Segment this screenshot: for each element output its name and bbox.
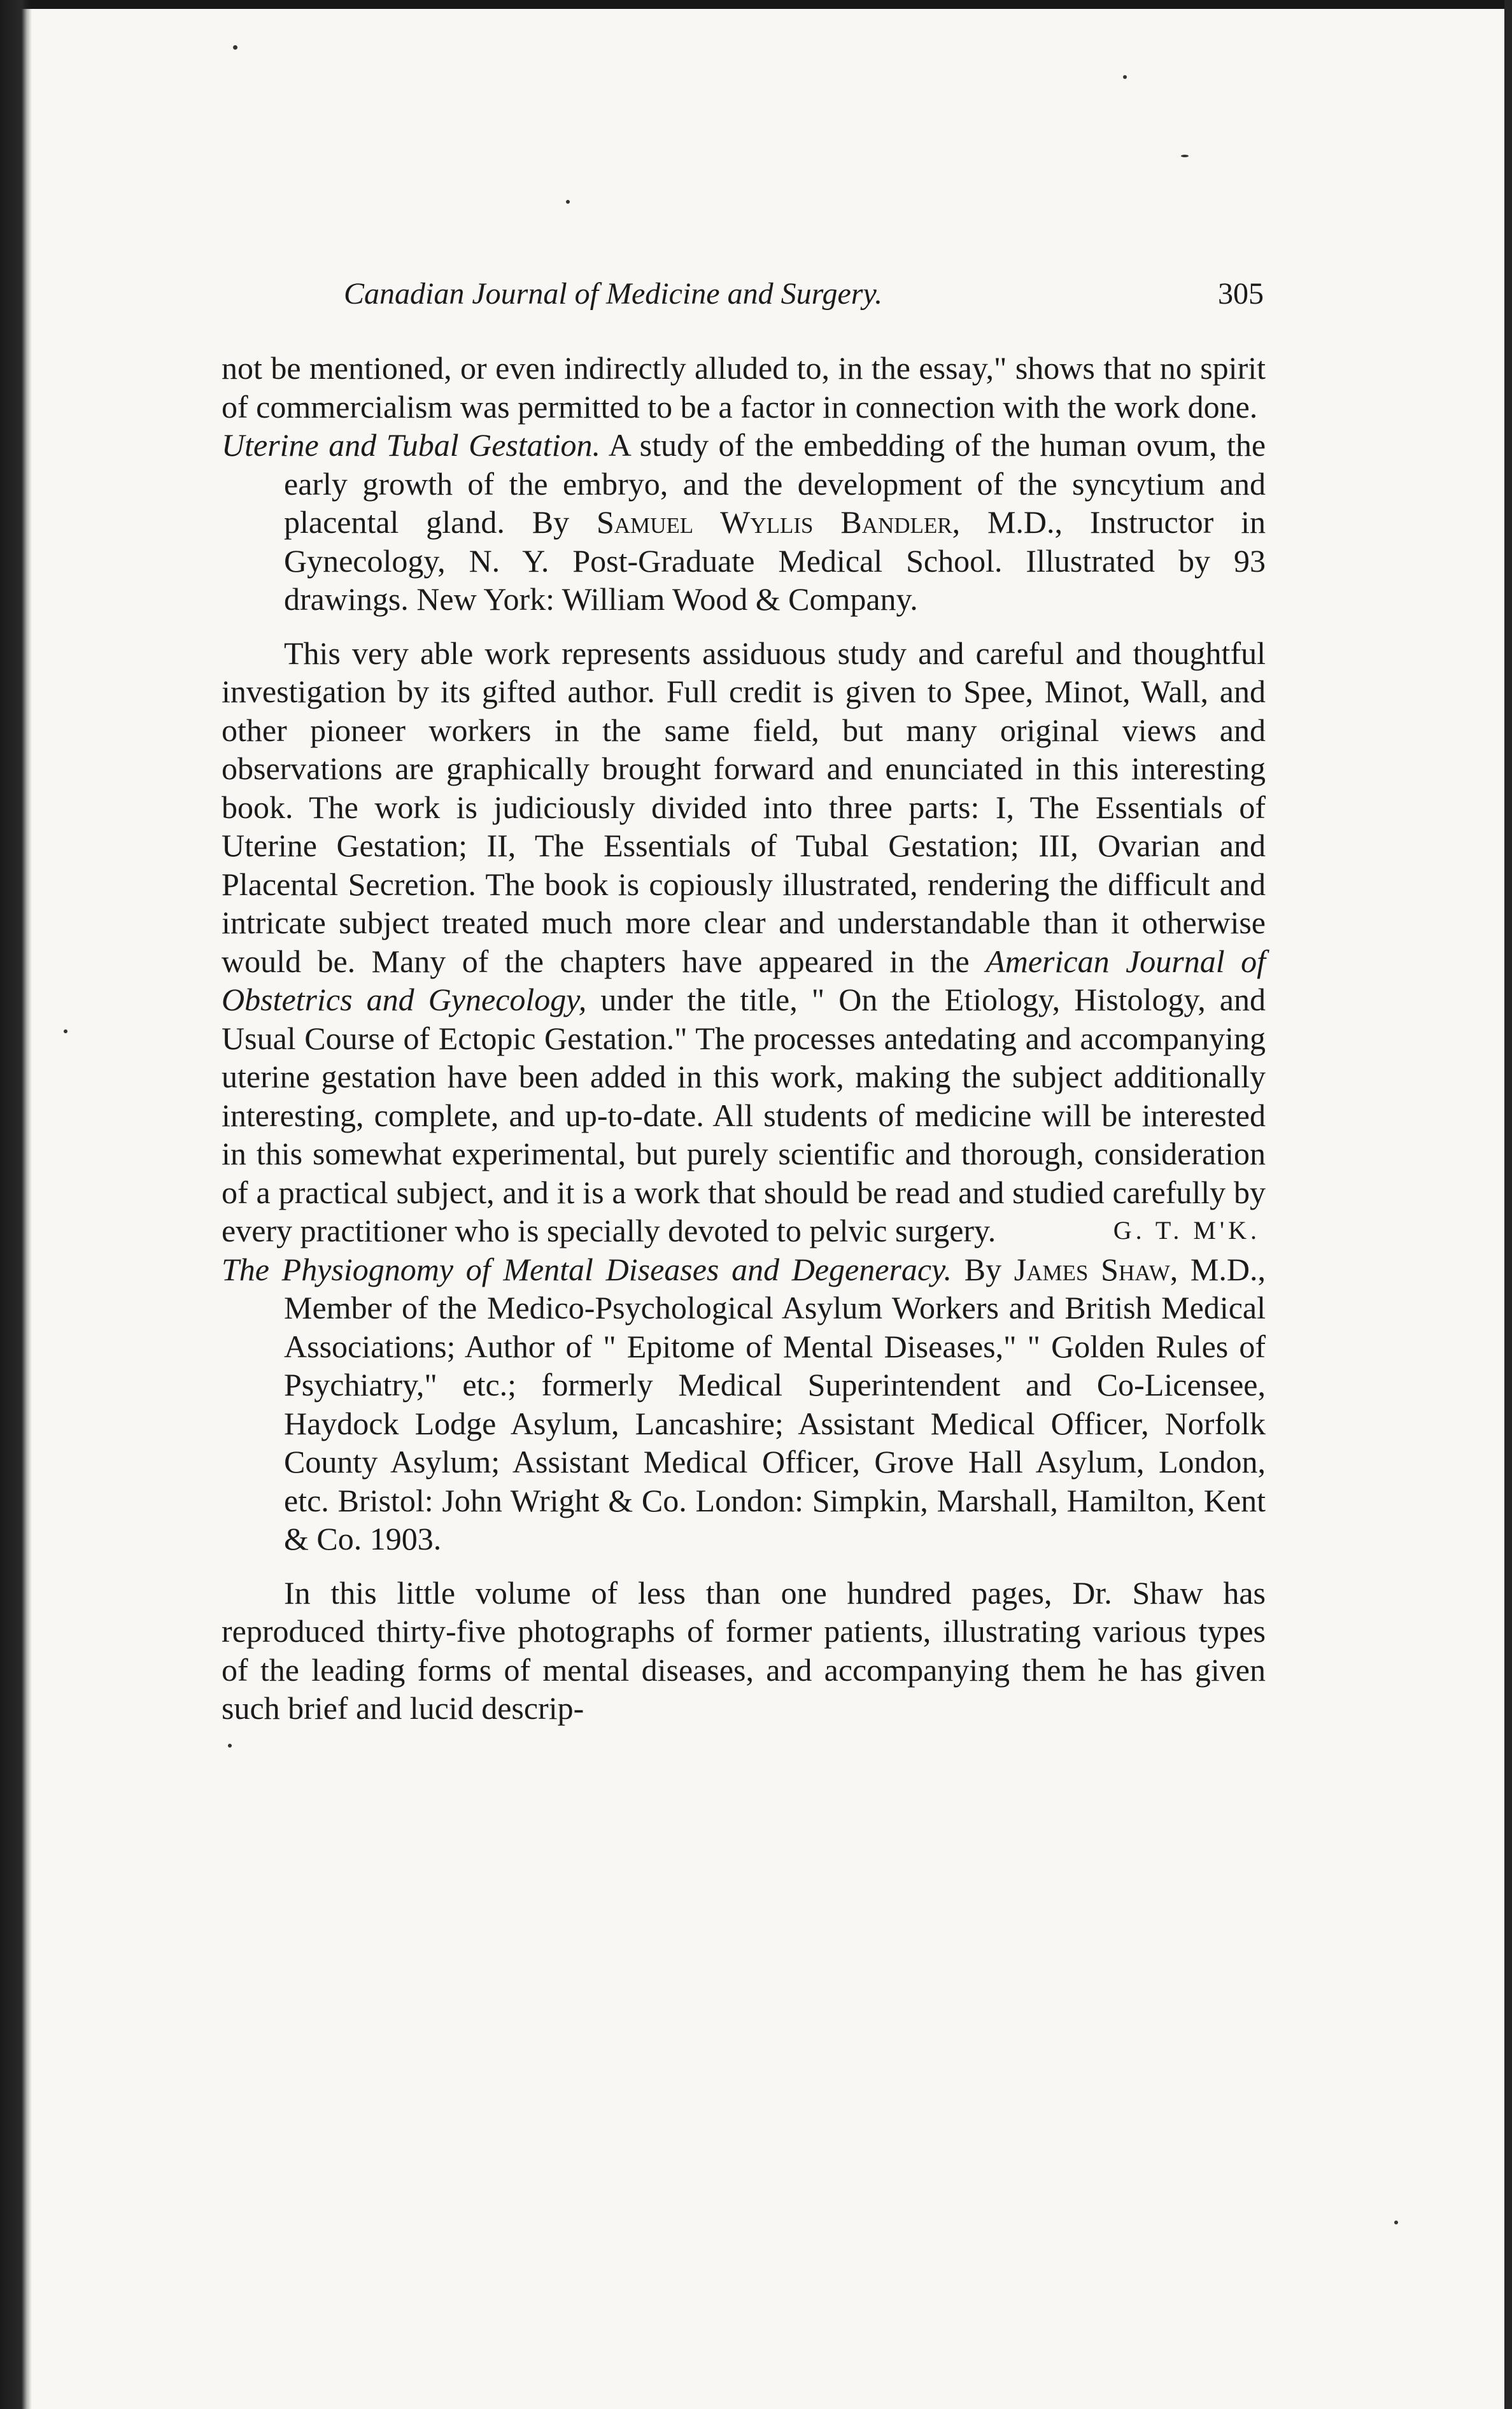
review-2-author: James Shaw bbox=[1014, 1251, 1170, 1287]
review-1-body bbox=[222, 634, 1266, 1250]
scan-speck bbox=[1181, 155, 1189, 157]
page-binding-edge bbox=[0, 0, 32, 2409]
review-2-heading bbox=[222, 1250, 1266, 1558]
scan-speck bbox=[1394, 2221, 1398, 2224]
running-header bbox=[344, 275, 1264, 313]
review-1-body-part2: under the title, " On the Etiology, Histology, and Usual Course of Ectopic Gestation." The processes antedating and accompanying uterine gestation have been added in this work, making the subject additionally interesting, complete, and up-to-date. All students of medicine will be interested in this somewhat experimental, but purely scientific and thorough, consideration of a practical subject, and it is a work that should be read and studied carefully by every practitioner who is specially devoted to pelvic surgery. bbox=[222, 982, 1266, 1248]
review-1-journal-name: American Journal of Obstetrics and Gynecology, bbox=[222, 943, 1266, 1017]
review-1-body-part1: This very able work represents assiduous study and careful and thoughtful investigation by its gifted author. Full credit is given to Spee, Minot, Wall, and other pioneer workers in the same field, but many original views and observations are graphically brought forward and enunciated in this interesting book. The work is judiciously divided into three parts: I, The Essentials of Uterine Gestation; II, The Essentials of Tubal Gestation; III, Ovarian and Placental Secretion. The book is copiously illustrated, rendering the difficult and intricate subject treated much more clear and understandable than it otherwise would be. Many of the chapters have appeared in the bbox=[222, 635, 1266, 979]
review-1-author: Samuel Wyllis Bandler bbox=[596, 504, 952, 540]
review-1-subtitle: A study of the embedding of the human ovum, the early growth of the embryo, and the development of the syncytium and placental gland. By bbox=[284, 427, 1266, 540]
page-top-edge bbox=[0, 0, 1512, 9]
page-body bbox=[222, 349, 1266, 1728]
review-2-title: The Physiognomy of Mental Diseases and Degeneracy. bbox=[222, 1251, 952, 1287]
scan-speck bbox=[566, 200, 570, 204]
review-2-by: By bbox=[952, 1251, 1014, 1287]
review-1-credentials: , M.D., Instructor in Gynecology, N. Y. Post-Graduate Medical School. Illustrated by 93 drawings. New York: William Wood & Company. bbox=[284, 504, 1266, 617]
scan-speck bbox=[228, 1744, 232, 1748]
scan-speck bbox=[64, 1029, 67, 1033]
review-1-title: Uterine and Tubal Gestation. bbox=[222, 427, 601, 463]
scan-speck bbox=[1123, 75, 1127, 79]
review-1-heading bbox=[222, 426, 1266, 619]
page-right-edge bbox=[1504, 0, 1512, 2409]
review-2-body: In this little volume of less than one hundred pages, Dr. Shaw has reproduced thirty-five photographs of former patients, illustrating various types of the leading forms of mental diseases, and accompanying them he has given such brief and lucid descrip- bbox=[222, 1574, 1266, 1726]
continuation-paragraph: not be mentioned, or even indirectly alluded to, in the essay," shows that no spirit of commercialism was permitted to be a factor in connection with the work done. bbox=[222, 350, 1266, 425]
page-number: 305 bbox=[1218, 277, 1264, 311]
review-2-credentials: , M.D., Member of the Medico-Psychological Asylum Workers and British Medical Associations; Author of " Epitome of Mental Diseases," " Golden Rules of Psychiatry," etc.; formerly Medical Superintendent and Co-Licensee, Haydock Lodge Asylum, Lancashire; Assistant Medical Officer, Norfolk County Asylum; Assistant Medical Officer, Grove Hall Asylum, London, etc. Bristol: John Wright & Co. London: Simpkin, Marshall, Hamilton, Kent & Co. 1903. bbox=[284, 1251, 1266, 1557]
scan-speck bbox=[233, 45, 237, 50]
running-title: Canadian Journal of Medicine and Surgery. bbox=[344, 277, 883, 311]
review-1-signature: G. T. M'K. bbox=[1113, 1216, 1261, 1245]
